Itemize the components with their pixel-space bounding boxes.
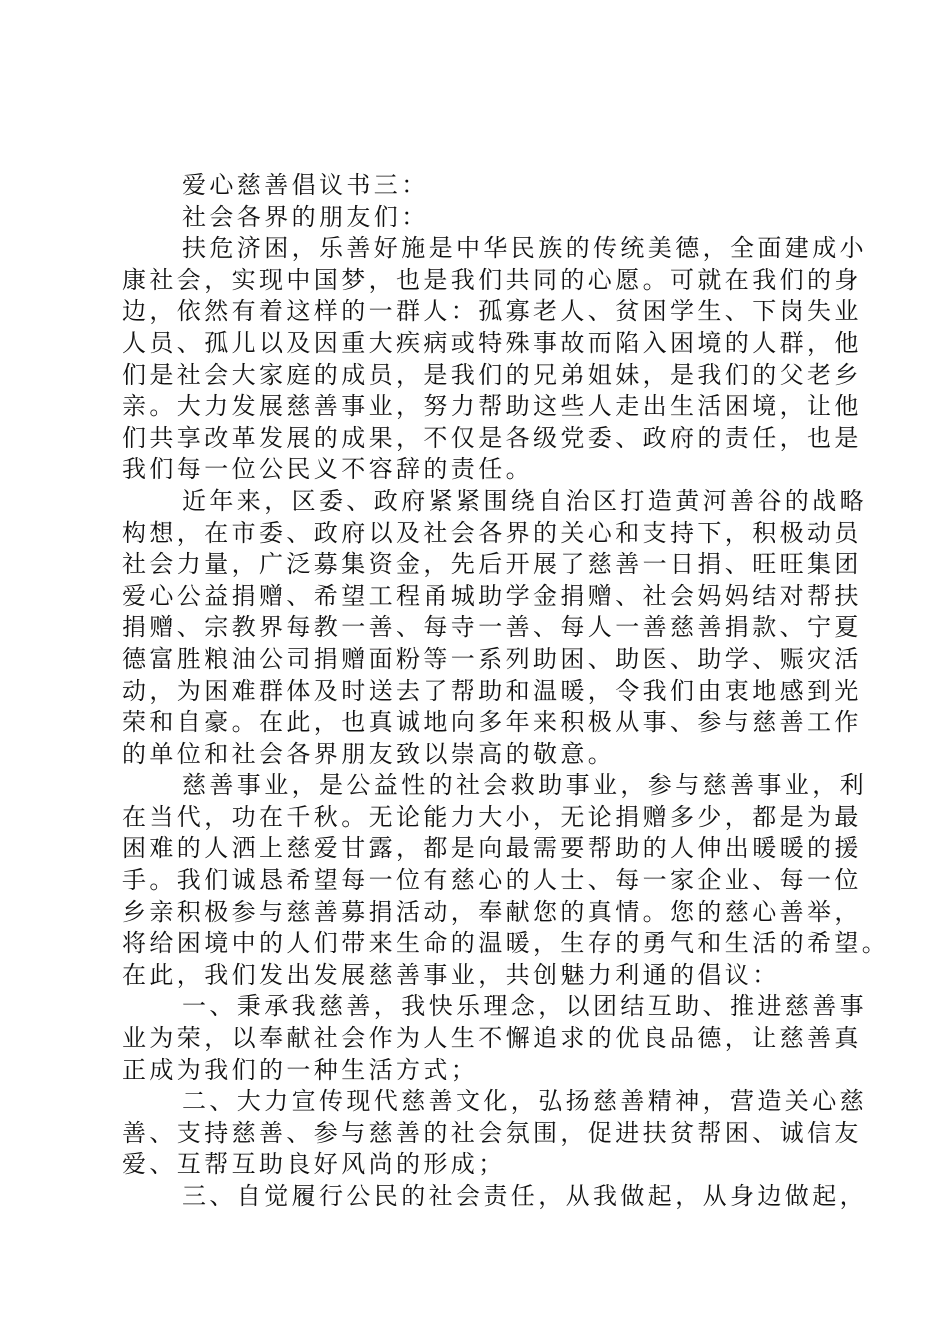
body-line: 在此，我们发出发展慈善事业，共创魅力利通的倡议： (122, 960, 780, 989)
body-line: 善、支持慈善、参与慈善的社会氛围，促进扶贫帮困、诚信友 (122, 1118, 862, 1147)
body-line: 社会力量，广泛募集资金，先后开展了慈善一日捐、旺旺集团 (122, 550, 862, 579)
body-line: 人员、孤儿以及因重大疾病或特殊事故而陷入困境的人群，他 (122, 328, 862, 357)
body-line: 捐赠、宗教界每教一善、每寺一善、每人一善慈善捐款、宁夏 (122, 613, 862, 642)
body-line: 的单位和社会各界朋友致以崇高的敬意。 (122, 739, 616, 768)
body-line: 我们每一位公民义不容辞的责任。 (122, 455, 533, 484)
body-line: 们是社会大家庭的成员，是我们的兄弟姐妹，是我们的父老乡 (122, 360, 862, 389)
body-line: 慈善事业，是公益性的社会救助事业，参与慈善事业，利 (182, 771, 867, 800)
document-body (122, 233, 890, 1212)
body-line: 德富胜粮油公司捐赠面粉等一系列助困、助医、助学、赈灾活 (122, 644, 862, 673)
body-line: 正成为我们的一种生活方式； (122, 1055, 479, 1084)
body-line: 乡亲积极参与慈善募捐活动，奉献您的真情。您的慈心善举， (122, 897, 862, 926)
body-line: 边，依然有着这样的一群人：孤寡老人、贫困学生、下岗失业 (122, 297, 862, 326)
body-line: 爱、互帮互助良好风尚的形成； (122, 1150, 506, 1179)
body-line: 二、大力宣传现代慈善文化，弘扬慈善精神，营造关心慈 (182, 1087, 867, 1116)
body-line: 困难的人洒上慈爱甘露，都是向最需要帮助的人伸出暖暖的援 (122, 834, 862, 863)
body-line: 动，为困难群体及时送去了帮助和温暖，令我们由衷地感到光 (122, 676, 862, 705)
body-line: 近年来，区委、政府紧紧围绕自治区打造黄河善谷的战略 (182, 486, 867, 515)
document-title: 爱心慈善倡议书三： (182, 171, 429, 199)
body-line: 在当代，功在千秋。无论能力大小，无论捐赠多少，都是为最 (122, 802, 862, 831)
body-line: 三、自觉履行公民的社会责任，从我做起，从身边做起， (182, 1182, 867, 1210)
body-line: 扶危济困，乐善好施是中华民族的传统美德，全面建成小 (182, 234, 867, 263)
body-line: 一、秉承我慈善，我快乐理念，以团结互助、推进慈善事 (182, 992, 867, 1021)
document-page (122, 170, 890, 1213)
body-line: 业为荣，以奉献社会作为人生不懈追求的优良品德，让慈善真 (122, 1024, 862, 1053)
body-line: 康社会，实现中国梦，也是我们共同的心愿。可就在我们的身 (122, 265, 862, 294)
body-line: 将给困境中的人们带来生命的温暖，生存的勇气和生活的希望。 (122, 929, 890, 958)
document-salutation: 社会各界的朋友们： (182, 202, 429, 231)
body-line: 荣和自豪。在此，也真诚地向多年来积极从事、参与慈善工作 (122, 708, 862, 737)
body-line: 构想，在市委、政府以及社会各界的关心和支持下，积极动员 (122, 518, 862, 547)
body-line: 手。我们诚恳希望每一位有慈心的人士、每一家企业、每一位 (122, 866, 862, 895)
body-line: 爱心公益捐赠、希望工程甬城助学金捐赠、社会妈妈结对帮扶 (122, 581, 862, 610)
body-line: 亲。大力发展慈善事业，努力帮助这些人走出生活困境，让他 (122, 392, 862, 421)
body-line: 们共享改革发展的成果，不仅是各级党委、政府的责任，也是 (122, 423, 862, 452)
